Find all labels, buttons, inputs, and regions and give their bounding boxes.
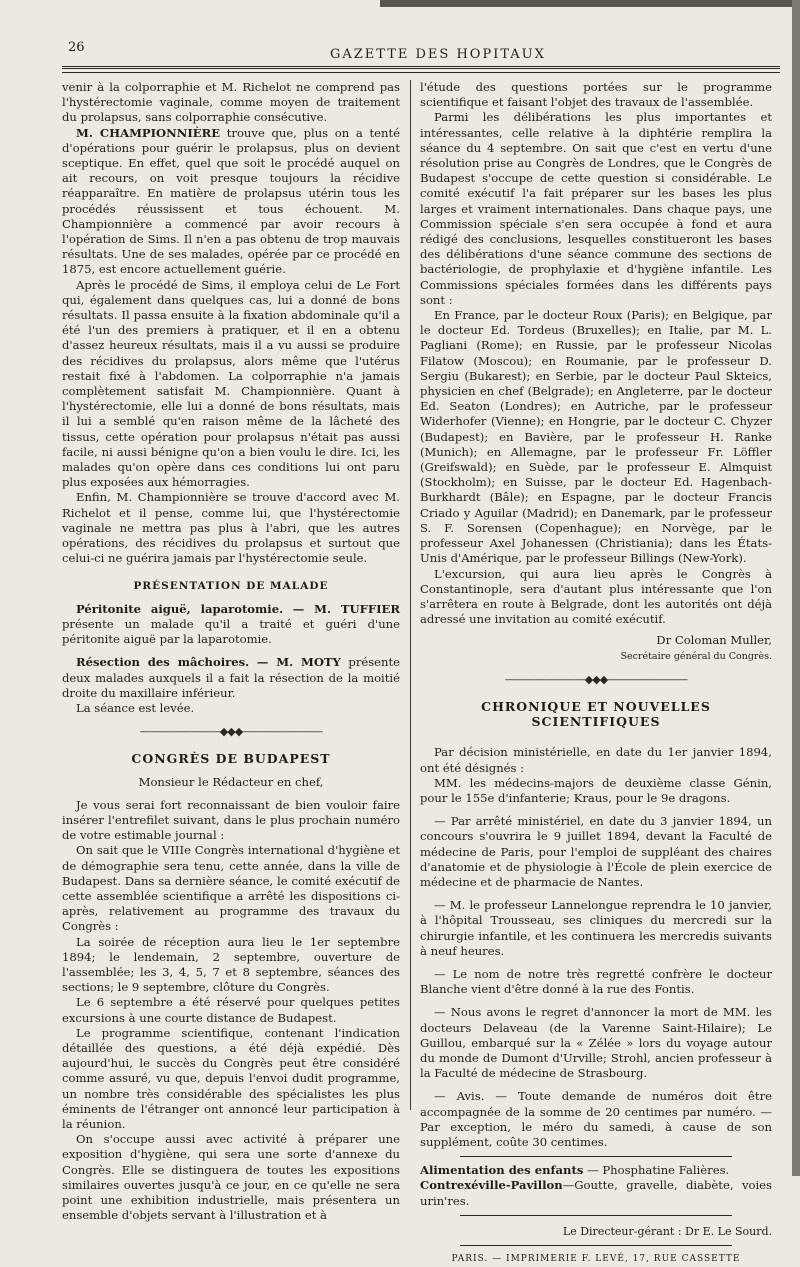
page-number: 26: [68, 40, 85, 55]
scan-edge-top: [380, 0, 800, 7]
paragraph: Je vous serai fort reconnaissant de bien vouloir faire insérer l'entrefilet suivant, dans le plus prochain numéro de votre estimable journal :: [62, 797, 400, 843]
paragraph: — Par arrêté ministériel, en date du 3 janvier 1894, un concours s'ouvrira le 9 juillet 1894, devant la Faculté de médecine de Paris, pour l'emploi de suppléant des chaires d'anatomie et de physiologie à l'École de plein exercice de médecine et de pharmacie de Nantes.: [420, 814, 772, 889]
printer-line: PARIS. — IMPRIMERIE F. LEVÉ, 17, RUE CASSETTE: [451, 1254, 741, 1265]
paragraph: [62, 126, 400, 278]
signature: Dr Coloman Muller,: [656, 633, 772, 648]
header-rule: [62, 66, 780, 69]
paragraph: On sait que le VIIIe Congrès international d'hygiène et de démographie sera tenu, cette année, dans la ville de Budapest. Dans sa dernière séance, le comité exécutif de cette assemblée scientifique a arrêté les dispositions ci-après, relativement au programme des travaux du Congrès :: [62, 843, 400, 934]
speaker-name: — M. TUFFIER: [292, 601, 401, 616]
ad-text: —Goutte, gravelle, diabète, voies urin'res.: [420, 1178, 772, 1208]
paragraph: [62, 602, 400, 648]
case-title: Résection des mâchoires.: [76, 655, 250, 670]
divider-rule: [460, 1215, 732, 1216]
right-column: [420, 80, 772, 1267]
gerant-line: Le Directeur-gérant : Dr E. Le Sourd.: [562, 1224, 772, 1238]
section-heading: PRÉSENTATION DE MALADE: [133, 579, 329, 592]
scan-edge-right: [792, 0, 800, 1176]
paragraph: Parmi les délibérations les plus importantes et intéressantes, celle relative à la diphtérie remplira la séance du 4 septembre. On sait que c'est en vertu d'une résolution prise au Congrès de Londres, que le Congrès de Budapest s'occupe de cette question si considérable. Le comité exécutif l'a fait préparer sur les bases les plus larges et vraiment internationales. Dans chaque pays, une Commission spéciale s'en sera occupée à fond et aura rédigé des conclusions, lesquelles constitueront les bases des délibérations d'une séance commune des sections de bactériologie, de prophylaxie et d'hygiène infantile. Les Commissions spéciales formées dans les différents pays sont :: [420, 110, 772, 307]
advertisement: [420, 1178, 772, 1208]
section-heading: CONGRÈS DE BUDAPEST: [131, 751, 331, 767]
paragraph: Enfin, M. Championnière se trouve d'accord avec M. Richelot et il pense, comme lui, que l'hystérectomie vaginale ne mettra pas plus à l'abri, que les autres opérations, des récidives du prolapsus et surtout que celui-ci ne guérira jamais par l'hystérectomie seule.: [62, 490, 400, 566]
paragraph: — Nous avons le regret d'annoncer la mort de MM. les docteurs Delaveau (de la Varenne Saint-Hilaire); Le Guillou, embarqué sur la « Zélée » lors du voyage autour du monde de Dumont d'Urville; Strohl, ancien professeur à la Faculté de médecine de Strasbourg.: [420, 1005, 772, 1081]
paragraph: Le 6 septembre a été réservé pour quelques petites excursions à une courte distance de Budapest.: [62, 995, 400, 1025]
paragraph: MM. les médecins-majors de deuxième classe Génin, pour le 155e d'infanterie; Kraus, pour le 9e dragons.: [420, 775, 772, 805]
paragraph: L'excursion, qui aura lieu après le Congrès à Constantinople, sera d'autant plus intéressante que l'on s'arrêtera en route à Belgrade, dont les autorités ont déjà adressé une invitation au comité exécutif.: [420, 566, 772, 627]
salutation: Monsieur le Rédacteur en chef,: [138, 774, 324, 789]
paragraph: l'étude des questions portées sur le programme scientifique et faisant l'objet des travaux de l'assemblée.: [420, 80, 772, 110]
signature-title: Secrétaire général du Congrès.: [620, 650, 772, 662]
paragraph: — Avis. — Toute demande de numéros doit être accompagnée de la somme de 20 centimes par numéro. — Par exception, le méro du samedi, à cause de son supplément, coûte 30 centimes.: [420, 1089, 772, 1149]
paragraph: venir à la colporraphie et M. Richelot ne comprend pas l'hystérectomie vaginale, comme moyen de traitement du prolapsus, sans colporraphie consécutive.: [62, 80, 400, 125]
paragraph: Après le procédé de Sims, il employa celui de Le Fort qui, également dans quelques cas, lui a donné de bons résultats. Il passa ensuite à la fixation abdominale qu'il a été l'un des premiers à pratiquer, et il en a obtenu d'assez heureux résultats, mais il a vu aussi se produire des récidives du prolapsus, alors même que l'utérus restait fixé à l'abdomen. La colporraphie n'a jamais complètement satisfait M. Championnière. Quant à l'hystérectomie, elle lui a donné de bons résultats, mais il lui a semblé qu'en raison même de la lâcheté des tissus, cette opération pour prolapsus n'était pas aussi facile, ni aussi bénigne qu'on a bien voulu le dire. Ici, les malades qu'on opère dans ces conditions lui ont paru plus exposées aux hémorragies.: [62, 277, 400, 490]
header-rule-thin: [62, 72, 780, 73]
paragraph: La soirée de réception aura lieu le 1er septembre 1894; le lendemain, 2 septembre, ouverture de l'assemblée; les 3, 4, 5, 7 et 8 septembre, séances des sections; le 9 septembre, clôture du Congrès.: [62, 934, 400, 995]
ornament-divider: ————————◆◆◆————————: [504, 672, 688, 686]
paragraph: Par décision ministérielle, en date du 1er janvier 1894, ont été désignés :: [420, 745, 772, 775]
paragraph: En France, par le docteur Roux (Paris); en Belgique, par le docteur Ed. Tordeus (Bruxelles); en Italie, par M. L. Pagliani (Rome); en Russie, par le professeur Nicolas Filatow (Moscou); en Roumanie, par le professeur D. Sergiu (Bukarest); en Serbie, par le docteur Paul Skteics, physicien en chef (Belgrade); en Angleterre, par le docteur Ed. Seaton (Londres); en Autriche, par le professeur Widerhofer (Vienne); en Hongrie, par le docteur C. Chyzer (Budapest); en Bavière, par le professeur H. Ranke (Munich); en Allemagne, par le professeur Fr. Löffler (Greifswald); en Suède, par le professeur E. Almquist (Stockholm); en Suisse, par le docteur Ed. Hagenbach-Burkhardt (Bâle); en Espagne, par le docteur Francis Criado y Aguilar (Madrid); en Danemark, par le professeur S. F. Sorensen (Copenhague); en Norvège, par le professeur Axel Johanessen (Christiania); dans les États-Unis d'Amérique, par le professeur Billings (New-York).: [420, 308, 772, 566]
divider-rule: [460, 1156, 732, 1157]
paragraph-text: présente un malade qu'il a traité et guéri d'une péritonite aiguë par la laparotomie.: [62, 616, 400, 647]
speaker-name: — M. MOTY: [256, 655, 341, 670]
paragraph: [62, 655, 400, 701]
running-head: GAZETTE DES HOPITAUX: [330, 47, 546, 62]
paragraph: — M. le professeur Lannelongue reprendra le 10 janvier, à l'hôpital Trousseau, ses cliniques du mercredi sur la chirurgie infantile, et les continuera les mercredis suivants à neuf heures.: [420, 898, 772, 958]
paragraph: Le programme scientifique, contenant l'indication détaillée des questions, a été déjà expédié. Dès aujourd'hui, le succès du Congrès peut être considéré comme assuré, vu que, depuis l'envoi dudit programme, un nombre très considérable des spécialistes les plus éminents de l'étranger ont annoncé leur participation à la réunion.: [62, 1025, 400, 1131]
paragraph-text: présente deux malades auxquels il a fait la résection de la moitié droite du maxillaire inférieur.: [62, 655, 401, 700]
ornament-divider: ————————◆◆◆————————: [139, 725, 323, 739]
left-column: [62, 80, 400, 1223]
divider-rule: [460, 1245, 732, 1246]
ad-title: Contrexéville-Pavillon: [420, 1178, 563, 1193]
ad-title: Alimentation des enfants: [420, 1163, 584, 1178]
speaker-name: M. CHAMPIONNIÈRE: [76, 125, 221, 140]
paragraph: On s'occupe aussi avec activité à préparer une exposition d'hygiène, qui sera une sorte d'annexe du Congrès. Elle se distinguera de toutes les expositions similaires ouvertes jusqu'à ce jour, en ce qu'elle ne sera point une exhibition industrielle, mais présentera un ensemble d'objets servant à l'illustration et à: [62, 1132, 400, 1223]
case-title: Péritonite aiguë, laparotomie.: [76, 601, 284, 616]
section-heading: CHRONIQUE ET NOUVELLES SCIENTIFIQUES: [481, 698, 711, 730]
paragraph: La séance est levée.: [76, 700, 195, 715]
paragraph-text: trouve que, plus on a tenté d'opérations pour guérir le prolapsus, plus on devient sceptique. En effet, quel que soit le procédé auquel on ait recours, on voit presque toujours la récidive réapparaître. En matière de prolapsus utérin tous les procédés réussissent et tous échouent. M. Championnière a commencé par avoir recours à l'opération de Sims. Il n'en a pas obtenu de trop mauvais résultats. Une de ses malades, opérée par ce procédé en 1875, est encore actuellement guérie.: [62, 125, 400, 277]
paragraph: — Le nom de notre très regretté confrère le docteur Blanche vient d'être donné à la rue des Fontis.: [420, 966, 772, 997]
column-separator: [410, 80, 411, 1110]
ad-text: — Phosphatine Falières.: [587, 1163, 730, 1178]
advertisement: [420, 1163, 772, 1178]
